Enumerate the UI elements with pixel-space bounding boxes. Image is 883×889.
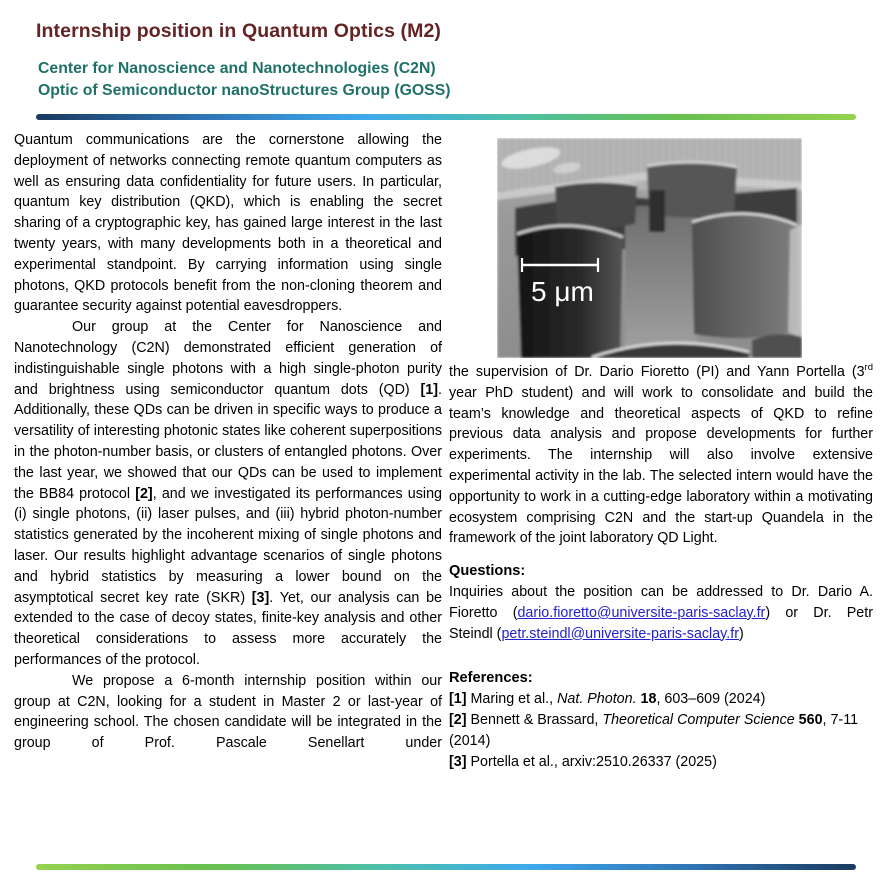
top-divider-rule [36,114,856,120]
reference-volume: 18 [640,691,657,708]
reference-text: Portella et al., arxiv:2510.26337 (2025) [466,753,717,770]
paragraph-intro-text: Quantum communications are the cornerstone allowing the deployment of networks connecting remote quantum computers as well as ensuring data confidentiality for future users. In particular, quantum key distribution (QKD), which is enabling the secret sharing of a cryptographic key, has gained large interest in the last twenty years, with many developments both in a theoretical and experimental standpoint. By carrying information using single photons, QKD protocols benefit from the non-cloning theorem and guarantee security against potential eavesdroppers. [14,132,442,315]
reference-volume: 560 [798,711,823,728]
reference-journal: Theoretical Computer Science [602,711,795,728]
reference-text: , 7-11 (2014) [449,711,859,749]
citation-ref-3: [3] [251,589,270,606]
email-link-steindl[interactable]: petr.steindl@universite-paris-saclay.fr [501,625,739,642]
email-link-fioretto[interactable]: dario.fioretto@universite-paris-saclay.fr [517,604,766,621]
reference-number: [2] [449,711,467,728]
right-text-column [449,362,873,772]
reference-item-3 [449,752,873,773]
paragraph-supervision [449,362,873,549]
reference-number: [3] [449,753,467,770]
paragraph-segment: . Yet, our analysis can be extended to the case of decoy states, finite-key analysis and other theoretical considerations to assess more accurately the performances of the protocol. [14,589,442,668]
questions-paragraph [449,582,873,644]
paragraph-intro [14,130,442,317]
reference-item-2 [449,710,873,752]
references-heading: References: [449,670,533,687]
scale-bar [522,258,598,307]
sem-micrograph-image [497,138,802,358]
reference-journal: Nat. Photon. [557,691,637,708]
organization-block [38,58,738,102]
page-title: Internship position in Quantum Optics (M2) [36,20,442,43]
paragraph-proposal [14,671,442,754]
reference-item-1 [449,689,873,710]
paragraph-segment: ) [738,625,744,642]
scale-bar-label: 5 μm [531,276,594,307]
paragraph-segment: ) or Dr. Petr Steindl ( [449,604,873,642]
reference-text: Maring et al., [466,691,558,708]
reference-number: [1] [449,691,467,708]
reference-text: , 603–609 (2024) [656,691,766,708]
sem-structure [497,138,802,358]
citation-ref-1: [1] [420,381,439,398]
org-line-center: Center for Nanoscience and Nanotechnologies (C2N) [38,60,436,77]
paragraph-group-results [14,317,442,671]
ordinal-superscript: rd [864,362,873,374]
paragraph-segment: Inquiries about the position can be addressed to Dr. Dario A. Fioretto ( [449,583,873,621]
left-text-column [14,130,442,754]
questions-heading: Questions: [449,563,526,580]
reference-text: Bennett & Brassard, [466,711,603,728]
paragraph-proposal-text: We propose a 6-month internship position within our group at C2N, looking for a student in Master 2 or last-year of engineering school. The chosen candidate will be integrated in the group of Prof. Pascale Senellart under [14,672,442,752]
paragraph-segment: . Additionally, these QDs can be driven in specific ways to produce a versatility of interesting photonic states like coherent superpositions in the photon-number basis, or clusters of entangled photons. Over the last year, we showed that our QDs can be used to implement the BB84 protocol [14,381,442,502]
sem-micrograph-drawing [497,138,802,358]
citation-ref-2: [2] [135,485,153,502]
paragraph-segment: Our group at the Center for Nanoscience and Nanotechnology (C2N) demonstrated efficient generation of indistinguishable single photons with a high single-photon purity and brightness using semiconductor quantum dots (QD) [14,319,442,398]
org-line-group: Optic of Semiconductor nanoStructures Group (GOSS) [38,81,451,99]
bottom-divider-rule [36,864,856,870]
paragraph-segment: , and we investigated its performances using (i) single photons, (ii) laser pulses, and (iii) hybrid photon-number statistics generated by the incoherent mixing of single photons and laser. Our results highlight advantage scenarios of single photons and hybrid statistics by measuring a lower bound on the asymptotical secret key rate (SKR) [14,485,442,606]
paragraph-segment: the supervision of Dr. Dario Fioretto (PI) and Yann Portella (3 [449,364,865,380]
paragraph-segment: year PhD student) and will work to consolidate and build the team’s knowledge and theoretical aspects of QKD to refine previous data analysis and propose developments for further experiments. The internship will also involve extensive experimental activity in the lab. The selected intern would have the opportunity to work in a cutting-edge laboratory within a motivating ecosystem comprising C2N and the start-up Quandela in the framework of the joint laboratory QD Light. [449,384,873,547]
